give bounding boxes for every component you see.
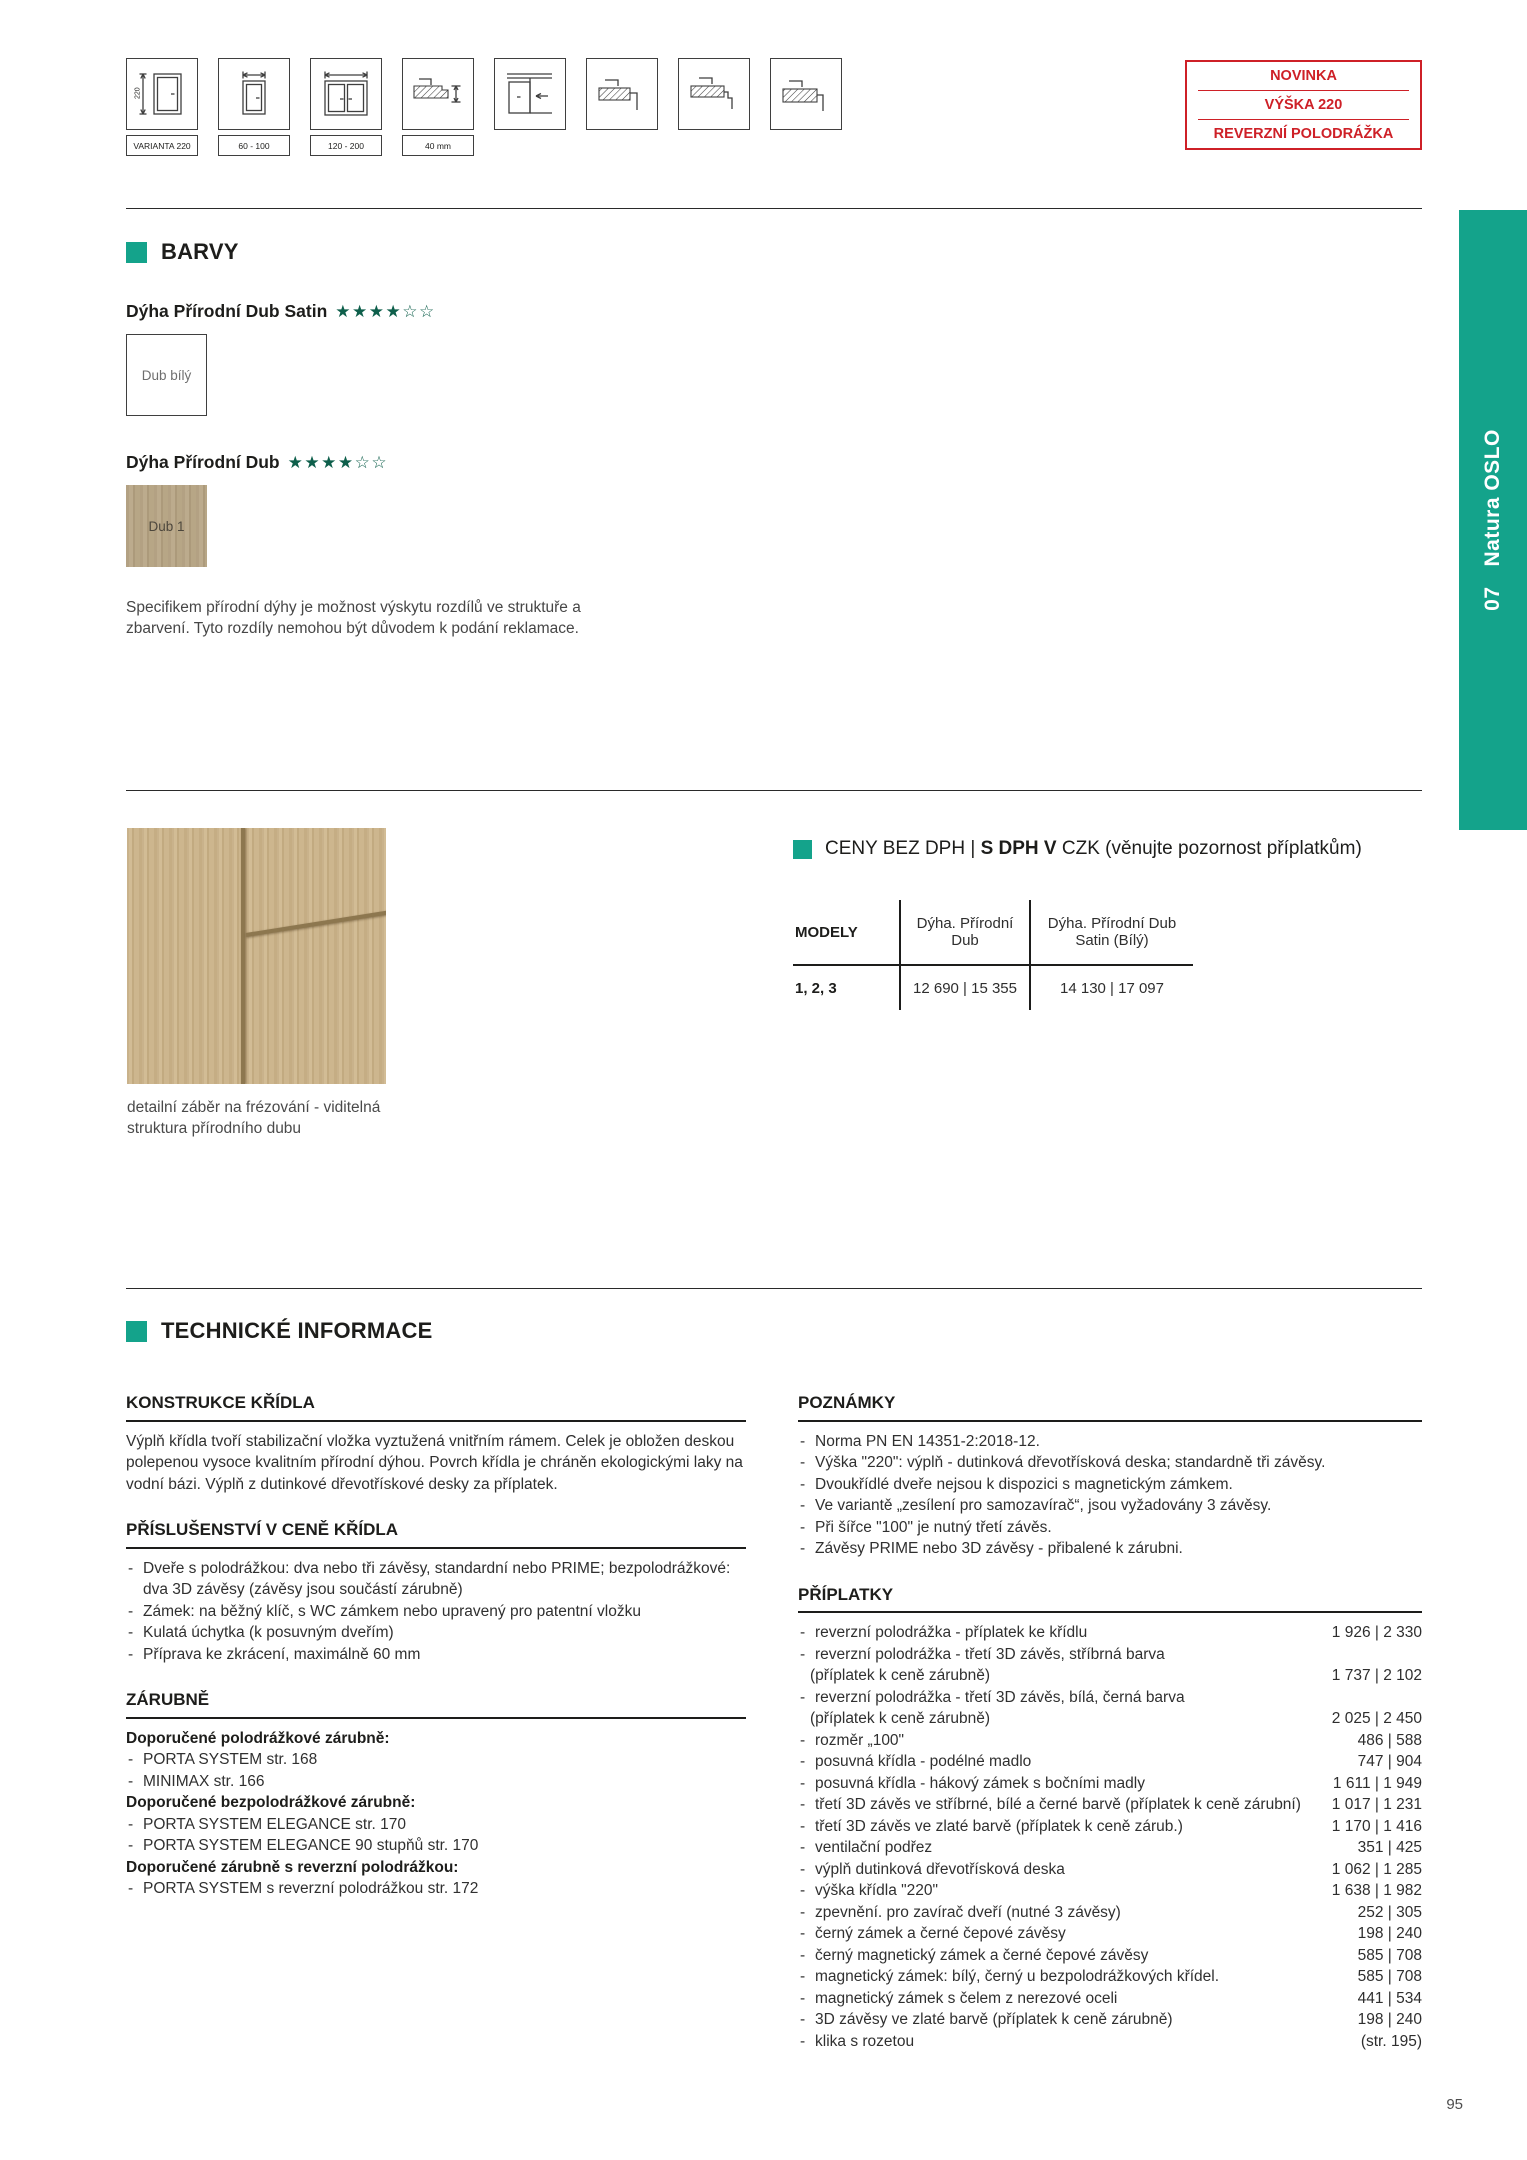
surcharge-price: 1 170 | 1 416 — [1331, 1817, 1422, 1835]
green-square-icon — [126, 1321, 147, 1342]
list-item: - PORTA SYSTEM str. 168 — [126, 1749, 746, 1771]
surcharge-price: 585 | 708 — [1357, 1968, 1422, 1985]
surcharge-label — [798, 1945, 1358, 1967]
svg-text:220: 220 — [134, 87, 142, 99]
list-item: - Závěsy PRIME nebo 3D závěsy - přibalené k zárubni. — [798, 1538, 1422, 1560]
prislusenstvi-section — [126, 1519, 746, 1665]
surcharge-row — [798, 1859, 1422, 1881]
list-item: - Výška "220": výplň - dutinková dřevotřísková deska; standardně tři závěsy. — [798, 1452, 1422, 1474]
novelty-badge — [1185, 60, 1422, 150]
surcharge-row — [798, 1687, 1422, 1730]
priplatky-section — [798, 1584, 1422, 2053]
list-item: - Ve variantě „zesílení pro samozavírač“, jsou vyžadovány 3 závěsy. — [798, 1495, 1422, 1517]
prices-heading — [793, 838, 1425, 860]
section-divider — [126, 1288, 1422, 1289]
bullet-dash-icon: - — [800, 2032, 806, 2050]
surcharge-row — [798, 2031, 1422, 2053]
non-rebate-profile-icon — [770, 58, 842, 130]
surcharge-price: 2 025 | 2 450 — [1331, 1710, 1422, 1727]
list-item: - PORTA SYSTEM s reverzní polodrážkou str. 172 — [126, 1878, 746, 1900]
poznamky-title: POZNÁMKY — [798, 1392, 1422, 1422]
surcharge-price: 1 017 | 1 231 — [1331, 1796, 1422, 1813]
icon-cell-reverse-rebate — [678, 58, 750, 156]
surcharge-label — [798, 1794, 1332, 1816]
bullet-dash-icon: - — [800, 1774, 806, 1792]
prices-section — [793, 838, 1425, 1010]
icon-cell-width-single — [218, 58, 290, 156]
bullet-dash-icon: - — [800, 1624, 806, 1641]
reverse-rebate-profile-icon — [678, 58, 750, 130]
surcharge-label — [798, 1644, 1332, 1687]
photo-caption: detailní záběr na frézování - viditelná struktura přírodního dubu — [127, 1099, 381, 1137]
price-table — [793, 900, 1425, 1010]
list-item: - Dveře s polodrážkou: dva nebo tři závěsy, standardní nebo PRIME; bezpolodrážkové: dva 3D závěsy (závěsy jsou součástí zárubně) — [126, 1558, 746, 1601]
rating-stars-icon: ★★★★☆☆ — [335, 302, 436, 321]
chapter-tab — [1459, 210, 1527, 830]
colors-section-heading — [126, 239, 596, 265]
surcharge-label — [798, 1687, 1332, 1730]
list-item: - magnetický zámek s čelem z nerezové oceli — [798, 1988, 1348, 2010]
list-item: - třetí 3D závěs ve stříbrné, bílé a černé barvě (příplatek k ceně zárubní) — [798, 1794, 1322, 1816]
bullet-dash-icon: - — [128, 1559, 134, 1577]
surcharge-row — [798, 1923, 1422, 1945]
bullet-dash-icon: - — [800, 1645, 806, 1663]
surcharge-price: 747 | 904 — [1357, 1753, 1422, 1770]
surcharge-price: (str. 195) — [1360, 2032, 1422, 2050]
bullet-dash-icon: - — [800, 1518, 806, 1536]
surcharge-price: 486 | 588 — [1357, 1731, 1422, 1749]
list-item: - ventilační podřez — [798, 1837, 1348, 1859]
konstrukce-section — [126, 1392, 746, 1495]
icon-cell-non-rebate — [770, 58, 842, 156]
bullet-dash-icon: - — [800, 1860, 806, 1878]
price-table-models: 1, 2, 3 — [795, 979, 837, 997]
veneer-note: Specifikem přírodní dýhy je možnost výskytu rozdílů ve struktuře a zbarvení. Tyto rozdíly nemohou být důvodem k podání reklamace. — [126, 599, 581, 637]
list-item: - PORTA SYSTEM ELEGANCE str. 170 — [126, 1814, 746, 1836]
surcharge-label — [798, 1859, 1332, 1881]
bullet-dash-icon: - — [128, 1751, 134, 1768]
icon-label: 120 - 200 — [310, 135, 382, 156]
bullet-dash-icon: - — [128, 1645, 134, 1663]
surcharge-row — [798, 1988, 1422, 2010]
icon-cell-varianta-220 — [126, 58, 198, 156]
color-swatch-dub-1 — [126, 485, 207, 567]
technical-right-column — [798, 1392, 1422, 2076]
badge-line-reverzni: REVERZNÍ POLODRÁŽKA — [1213, 126, 1394, 142]
surcharge-label — [798, 1730, 1358, 1752]
icon-cell-sliding — [494, 58, 566, 156]
poznamky-list — [798, 1431, 1422, 1560]
list-item: - Norma PN EN 14351-2:2018-12. — [798, 1431, 1422, 1453]
price-satin: 14 130 | 17 097 — [1029, 966, 1193, 1010]
color-swatch-dub-bily — [126, 334, 207, 416]
bullet-dash-icon: - — [800, 1753, 806, 1770]
icon-label: 60 - 100 — [218, 135, 290, 156]
list-item: - 3D závěsy ve zlaté barvě (příplatek k ceně zárubně) — [798, 2009, 1348, 2031]
bullet-dash-icon: - — [800, 1989, 806, 2007]
surcharge-price: 252 | 305 — [1357, 1903, 1422, 1921]
list-item: - Kulatá úchytka (k posuvným dveřím) — [126, 1622, 746, 1644]
surcharge-row — [798, 1880, 1422, 1902]
surcharge-label — [798, 1837, 1358, 1859]
door-spec-icons — [126, 58, 842, 156]
surcharge-price: 1 737 | 2 102 — [1331, 1667, 1422, 1684]
swatch-label: Dub 1 — [148, 518, 185, 534]
icon-label: VARIANTA 220 — [126, 135, 198, 156]
rating-stars-icon: ★★★★☆☆ — [287, 453, 389, 472]
surcharge-label — [798, 1773, 1333, 1795]
leaf-thickness-icon — [402, 58, 474, 130]
section-divider — [126, 208, 1422, 209]
chapter-tab-text — [1481, 429, 1505, 611]
section-divider — [126, 790, 1422, 791]
konstrukce-title: KONSTRUKCE KŘÍDLA — [126, 1392, 746, 1422]
bullet-dash-icon: - — [800, 1839, 806, 1856]
door-width-double-icon — [310, 58, 382, 130]
list-item: - Dvoukřídlé dveře nejsou k dispozici s magnetickým zámkem. — [798, 1474, 1422, 1496]
icon-label: 40 mm — [402, 135, 474, 156]
priplatky-title: PŘÍPLATKY — [798, 1584, 1422, 1614]
milling-groove-diagonal — [246, 909, 386, 936]
surcharge-row — [798, 1966, 1422, 1988]
surcharge-label — [798, 1622, 1332, 1644]
price-dub: 12 690 | 15 355 — [899, 966, 1029, 1010]
surcharge-row — [798, 1730, 1422, 1752]
milling-groove-vertical — [241, 828, 245, 1084]
bullet-dash-icon: - — [128, 1880, 134, 1897]
list-item: - posuvná křídla - hákový zámek s bočními madly — [798, 1773, 1323, 1795]
poznamky-section — [798, 1392, 1422, 1560]
list-item: - Zámek: na běžný klíč, s WC zámkem nebo upravený pro patentní vložku — [126, 1601, 746, 1623]
swatch-label: Dub bílý — [141, 367, 192, 383]
bullet-dash-icon: - — [800, 1731, 806, 1749]
surcharge-price: 351 | 425 — [1357, 1839, 1422, 1856]
technical-section-heading — [126, 1318, 432, 1344]
colors-section — [126, 239, 596, 639]
price-table-header-satin: Dýha. Přírodní Dub Satin (Bílý) — [1029, 900, 1193, 966]
badge-line-vyska: VÝŠKA 220 — [1264, 97, 1343, 113]
sliding-door-icon — [494, 58, 566, 130]
list-item: - posuvná křídla - podélné madlo — [798, 1751, 1348, 1773]
list-item: - Při šířce "100" je nutný třetí závěs. — [798, 1517, 1422, 1539]
bullet-dash-icon: - — [800, 2011, 806, 2028]
bullet-dash-icon: - — [800, 1497, 806, 1514]
list-item: - reverzní polodrážka - třetí 3D závěs, stříbrná barva — [798, 1644, 1322, 1666]
bullet-dash-icon: - — [128, 1772, 134, 1790]
door-width-single-icon — [218, 58, 290, 130]
surcharge-row — [798, 1644, 1422, 1687]
bullet-dash-icon: - — [800, 1903, 806, 1921]
surcharge-row — [798, 2009, 1422, 2031]
list-item: - magnetický zámek: bílý, černý u bezpolodrážkových křídel. — [798, 1966, 1348, 1988]
surcharge-label — [798, 2009, 1358, 2031]
green-square-icon — [793, 840, 812, 859]
zarubne-title: ZÁRUBNĚ — [126, 1689, 746, 1719]
zarubne-section — [126, 1689, 746, 1900]
technical-title: TECHNICKÉ INFORMACE — [161, 1318, 433, 1343]
veneer-group-title — [126, 452, 596, 473]
list-item: - MINIMAX str. 166 — [126, 1771, 746, 1793]
icon-cell-width-double — [310, 58, 382, 156]
chapter-number: 07 — [1481, 586, 1504, 611]
bullet-dash-icon: - — [128, 1837, 134, 1854]
list-item: - reverzní polodrážka - třetí 3D závěs, bílá, černá barva — [798, 1687, 1322, 1709]
list-item: - klika s rozetou — [798, 2031, 1351, 2053]
bullet-dash-icon: - — [800, 1475, 806, 1493]
bullet-dash-icon: - — [128, 1815, 134, 1833]
list-item: - rozměr „100" — [798, 1730, 1348, 1752]
badge-line-novinka: NOVINKA — [1270, 68, 1337, 84]
bullet-dash-icon: - — [800, 1946, 806, 1964]
price-table-header-dub: Dýha. Přírodní Dub — [899, 900, 1029, 966]
surcharge-label — [798, 1966, 1358, 1988]
prislusenstvi-list — [126, 1558, 746, 1666]
surcharge-label — [798, 1751, 1358, 1773]
bullet-dash-icon: - — [128, 1602, 134, 1620]
konstrukce-text: Výplň křídla tvoří stabilizační vložka vyztužená vnitřním rámem. Celek je obložen deskou polepenou vysoce kvalitním přírodní dýhou. Povrch křídla je chráněn ekologickými laky na vodní bázi. Výplň z dutinkové dřevotřískové desky za příplatek. — [126, 1432, 743, 1493]
prislusenstvi-title: PŘÍSLUŠENSTVÍ V CENĚ KŘÍDLA — [126, 1519, 746, 1549]
veneer-group-title — [126, 301, 596, 322]
surcharge-row — [798, 1816, 1422, 1838]
bullet-dash-icon: - — [800, 1796, 806, 1813]
surcharge-price: 1 062 | 1 285 — [1331, 1860, 1422, 1878]
list-item: - černý zámek a černé čepové závěsy — [798, 1923, 1348, 1945]
bullet-dash-icon: - — [800, 1540, 806, 1557]
surcharge-label — [798, 1988, 1358, 2010]
surcharge-price: 585 | 708 — [1357, 1946, 1422, 1964]
colors-title: BARVY — [161, 239, 239, 264]
surcharge-row — [798, 1945, 1422, 1967]
surcharge-row — [798, 1902, 1422, 1924]
surcharge-price: 441 | 534 — [1357, 1989, 1422, 2007]
surcharge-label — [798, 1923, 1358, 1945]
list-item: - třetí 3D závěs ve zlaté barvě (příplatek k ceně zárub.) — [798, 1816, 1322, 1838]
chapter-name: Natura OSLO — [1481, 429, 1504, 567]
bullet-dash-icon: - — [800, 1432, 806, 1450]
subsection-heading: Doporučené bezpolodrážkové zárubně: — [126, 1794, 416, 1811]
subsection-heading: Doporučené zárubně s reverzní polodrážkou: — [126, 1858, 459, 1876]
bullet-dash-icon: - — [800, 1688, 806, 1706]
surcharge-price: 1 611 | 1 949 — [1332, 1774, 1422, 1792]
price-table-header-modely: MODELY — [793, 900, 899, 966]
zarubne-groups — [126, 1728, 746, 1900]
icon-cell-rebate — [586, 58, 658, 156]
prices-title: CENY BEZ DPH | S DPH V CZK (věnujte pozornost příplatkům) — [825, 838, 1362, 859]
bullet-dash-icon: - — [800, 1968, 806, 1985]
list-item: - reverzní polodrážka - příplatek ke křídlu — [798, 1622, 1322, 1644]
surcharge-price: 1 638 | 1 982 — [1331, 1882, 1422, 1899]
wood-closeup-photo — [127, 828, 386, 1084]
bullet-dash-icon: - — [800, 1817, 806, 1835]
surcharge-label — [798, 1902, 1358, 1924]
rebate-profile-icon — [586, 58, 658, 130]
list-item: - zpevnění. pro zavírač dveří (nutné 3 závěsy) — [798, 1902, 1348, 1924]
bullet-dash-icon: - — [800, 1882, 806, 1899]
veneer-name: Dýha Přírodní Dub — [126, 452, 280, 472]
surcharge-label-line2: (příplatek k ceně zárubně) — [810, 1710, 991, 1727]
green-square-icon — [126, 242, 147, 263]
surcharge-row — [798, 1773, 1422, 1795]
veneer-name: Dýha Přírodní Dub Satin — [126, 301, 328, 321]
icon-cell-thickness — [402, 58, 474, 156]
list-item: - černý magnetický zámek a černé čepové závěsy — [798, 1945, 1348, 1967]
surcharge-price: 198 | 240 — [1357, 2011, 1422, 2028]
surcharge-label — [798, 2031, 1361, 2053]
surcharge-price: 1 926 | 2 330 — [1331, 1624, 1422, 1641]
surcharge-label-line2: (příplatek k ceně zárubně) — [810, 1667, 991, 1684]
surcharge-row — [798, 1751, 1422, 1773]
surcharge-label — [798, 1816, 1332, 1838]
list-item: - PORTA SYSTEM ELEGANCE 90 stupňů str. 170 — [126, 1835, 746, 1857]
subsection-heading: Doporučené polodrážkové zárubně: — [126, 1729, 390, 1747]
surcharge-label — [798, 1880, 1332, 1902]
priplatky-list — [798, 1622, 1422, 2052]
bullet-dash-icon: - — [800, 1925, 806, 1942]
page-number: 95 — [1446, 2096, 1463, 2113]
surcharge-row — [798, 1794, 1422, 1816]
list-item: - Příprava ke zkrácení, maximálně 60 mm — [126, 1644, 746, 1666]
door-height-220-icon — [126, 58, 198, 130]
technical-left-column — [126, 1392, 746, 1924]
surcharge-price: 198 | 240 — [1357, 1925, 1422, 1942]
surcharge-row — [798, 1837, 1422, 1859]
surcharge-row — [798, 1622, 1422, 1644]
bullet-dash-icon: - — [800, 1454, 806, 1471]
list-item: - výplň dutinková dřevotřísková deska — [798, 1859, 1322, 1881]
list-item: - výška křídla "220" — [798, 1880, 1322, 1902]
bullet-dash-icon: - — [128, 1624, 134, 1641]
